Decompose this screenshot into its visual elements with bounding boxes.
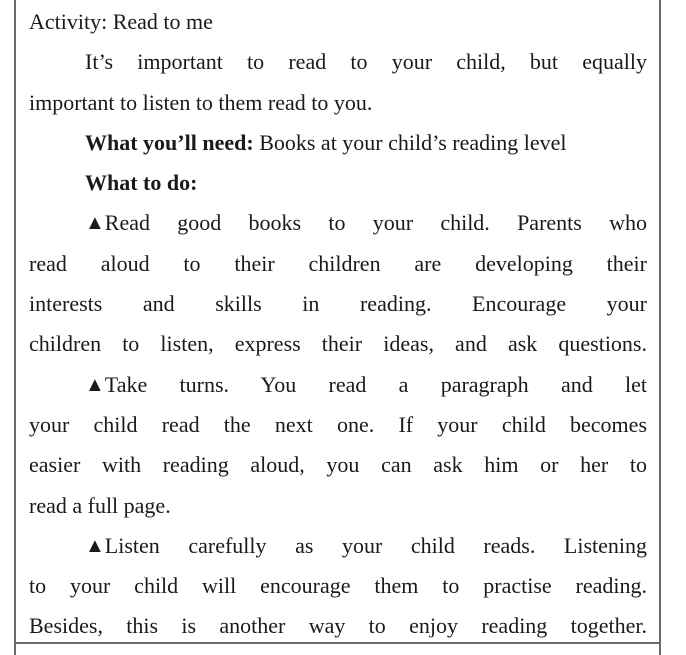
tip-line: to your child will encourage them to practise reading. <box>29 573 647 599</box>
intro-line: It’s important to read to your child, but equally <box>85 49 647 75</box>
tip-text: Read good books to your child. Parents who <box>104 210 647 236</box>
tip-line <box>29 203 647 243</box>
activity-label: Activity: <box>29 9 108 34</box>
activity-title <box>29 2 647 42</box>
instructions-heading <box>29 163 647 203</box>
intro-line: important to listen to them read to you. <box>29 89 373 115</box>
instructions-label: What to do: <box>85 170 198 196</box>
box-left-border <box>14 0 16 655</box>
tip-line: read a full page. <box>29 492 171 518</box>
triangle-bullet-icon: ▲ <box>85 212 105 235</box>
tip-line <box>29 526 647 566</box>
tip-line <box>29 365 647 405</box>
materials-label: What you’ll need: <box>85 129 254 155</box>
activity-name: Read to me <box>112 9 213 34</box>
activity-text-block <box>29 2 647 647</box>
tip-text: Listen carefully as your child reads. Listening <box>104 532 647 558</box>
tip-text: Take turns. You read a paragraph and let <box>104 371 647 397</box>
tip-line: your child read the next one. If your child becomes <box>29 411 647 437</box>
tip-line: Besides, this is another way to enjoy reading together. <box>29 613 647 639</box>
materials-needed <box>29 123 647 163</box>
tip-line: easier with reading aloud, you can ask him or her to <box>29 452 647 478</box>
triangle-bullet-icon: ▲ <box>85 534 105 557</box>
tip-line: interests and skills in reading. Encourage your <box>29 291 647 317</box>
tip-line: children to listen, express their ideas, and ask questions. <box>29 331 647 357</box>
tip-line: read aloud to their children are developing their <box>29 250 647 276</box>
triangle-bullet-icon: ▲ <box>85 373 105 396</box>
materials-text: Books at your child’s reading level <box>259 129 567 155</box>
box-right-border <box>659 0 661 655</box>
